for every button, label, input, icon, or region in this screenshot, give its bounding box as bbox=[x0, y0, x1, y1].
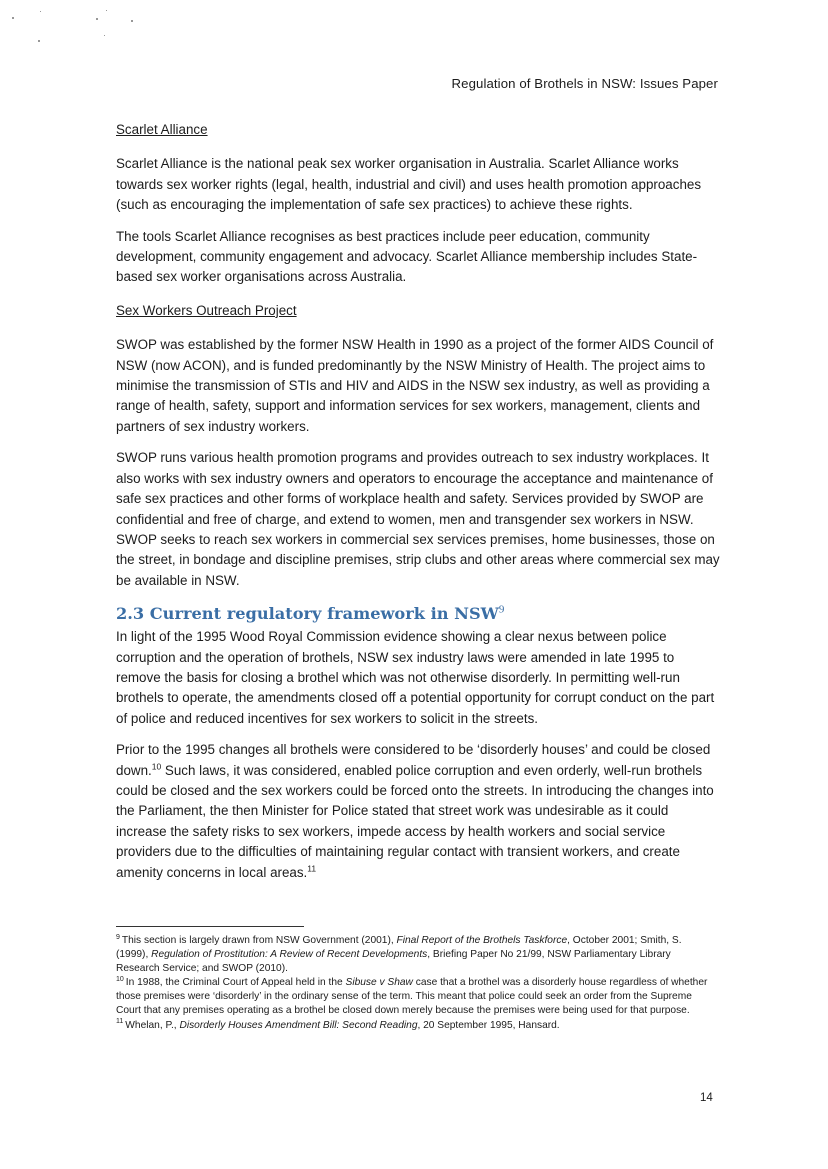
citation-title: Regulation of Prostitution: A Review of Recent Developments bbox=[151, 948, 428, 960]
scan-speck bbox=[40, 11, 41, 12]
paragraph-text: Prior to the 1995 changes all brothels were considered to be ‘disorderly houses’ and could be closed down. bbox=[116, 742, 711, 778]
paragraph: SWOP runs various health promotion programs and provides outreach to sex industry workplaces. It also works with sex industry owners and operators to encourage the acceptance and maintenance of safe sex practices and other forms of workplace health and safety. Services provided by SWOP are confidential and free of charge, and extend to women, men and transgender sex workers in NSW. SWOP seeks to reach sex workers in commercial sex services premises, home businesses, those on the street, in bondage and discipline premises, strip clubs and other areas where commercial sex may be available in NSW. bbox=[116, 450, 720, 588]
page-number: 14 bbox=[700, 1092, 713, 1104]
scan-speck bbox=[131, 20, 133, 22]
paragraph: Scarlet Alliance is the national peak sex worker organisation in Australia. Scarlet Alliance works towards sex worker rights (legal, health, industrial and civil) and uses health promotion approaches (such as encouraging the implementation of safe sex practices) to achieve these rights. bbox=[116, 156, 702, 213]
paragraph: The tools Scarlet Alliance recognises as best practices include peer education, community development, community engagement and advocacy. Scarlet Alliance membership includes State-based sex worker organisations across Australia. bbox=[116, 228, 698, 285]
scan-speck bbox=[106, 10, 107, 11]
subheading-scarlet-alliance: Scarlet Alliance bbox=[116, 122, 208, 137]
footnote bbox=[116, 1019, 716, 1033]
footnote-mark: 11 bbox=[116, 1018, 124, 1026]
footnote-text: , Briefing Paper No 21/99, NSW Parliamentary Library Research Service; and SWOP (2010). bbox=[116, 948, 671, 974]
section-heading bbox=[116, 603, 720, 625]
footnote-text: , 20 September 1995, Hansard. bbox=[417, 1019, 560, 1031]
footnote bbox=[116, 934, 716, 975]
footnote-mark: 9 bbox=[116, 933, 120, 941]
paragraph: In light of the 1995 Wood Royal Commission evidence showing a clear nexus between police corruption and the operation of brothels, NSW sex industry laws were amended in late 1995 to remove the basis for closing a brothel which was not otherwise disorderly. In permitting well-run brothels to operate, the amendments closed off a potential opportunity for corrupt conduct on the part of police and reduced incentives for sex workers to solicit in the streets. bbox=[116, 629, 715, 726]
footnote-mark: 10 bbox=[116, 976, 124, 983]
scan-speck bbox=[12, 17, 14, 19]
running-header: Regulation of Brothels in NSW: Issues Paper bbox=[451, 76, 718, 91]
citation-title: Disorderly Houses Amendment Bill: Second Reading bbox=[179, 1019, 418, 1031]
footnote-ref: 11 bbox=[307, 863, 317, 874]
subheading-swop: Sex Workers Outreach Project bbox=[116, 302, 297, 318]
footnote-text: This section is largely drawn from NSW Government (2001), bbox=[121, 935, 397, 946]
footnote-divider bbox=[116, 926, 304, 927]
section-heading-text: 2.3 Current regulatory framework in NSW bbox=[116, 604, 499, 624]
footnote-text: Whelan, P., bbox=[125, 1019, 180, 1031]
scan-speck bbox=[104, 35, 105, 36]
footnote-text: , October 2001; Smith, S. (1999), bbox=[116, 935, 682, 960]
page-body bbox=[116, 120, 720, 894]
footnote-text: case that a brothel was a disorderly house regardless of whether those premises were ‘disorderly’ in the ordinary sense of the term. This meant that police could seek an order from the Supreme Court that any premises operating as a brothel be closed down merely because the premises were being used for that purpose. bbox=[116, 977, 708, 1016]
footnote-text: In 1988, the Criminal Court of Appeal held in the bbox=[125, 977, 346, 989]
case-name: Sibuse v Shaw bbox=[345, 977, 413, 989]
citation-title: Final Report of the Brothels Taskforce bbox=[396, 935, 568, 946]
footnotes bbox=[116, 934, 716, 1034]
scan-speck bbox=[38, 40, 40, 42]
paragraph bbox=[116, 740, 720, 883]
paragraph: SWOP was established by the former NSW Health in 1990 as a project of the former AIDS Council of NSW (now ACON), and is funded predominantly by the NSW Ministry of Health. The project aims to minimise the transmission of STIs and HIV and AIDS in the NSW sex industry, as well as providing a range of health, safety, support and information services for sex workers, management, clients and partners of sex industry workers. bbox=[116, 337, 714, 434]
footnote-ref: 10 bbox=[151, 761, 162, 772]
footnote bbox=[116, 976, 716, 1017]
scan-speck bbox=[96, 18, 98, 20]
footnote-ref: 9 bbox=[498, 603, 505, 616]
paragraph-text: Such laws, it was considered, enabled police corruption and even orderly, well-run brothels could be closed and the sex workers could be forced onto the streets. In introducing the changes into the Parliament, the then Minister for Police stated that street work was undesirable as it could increase the safety risks to sex workers, impede access by health workers and social service providers due to the difficulties of maintaining regular contact with transient workers, and create amenity concerns in local areas. bbox=[116, 762, 714, 880]
